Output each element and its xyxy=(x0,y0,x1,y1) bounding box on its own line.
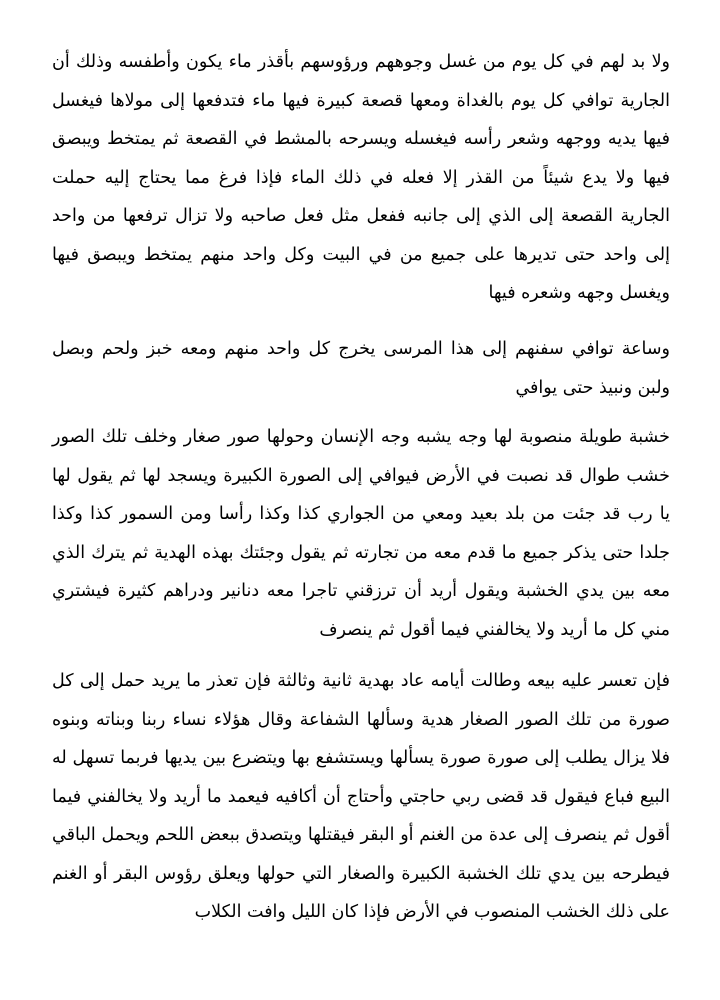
paragraph-4: فإن تعسر عليه بيعه وطالت أيامه عاد بهدية ثانية وثالثة فإن تعذر ما يريد حمل إلى كل صورة من تلك الصور الصغار هدية وسألها الشفاعة وقال هؤلاء نساء ربنا وبناته وبنوه فلا يزال يطلب إلى صورة صورة يسألها ويستشفع بها ويتضرع بين يديها فربما تسهل له البيع فباع فيقول قد قضى ربي حاجتي وأحتاج أن أكافيه فيعمد ما أريد ولا يخالفني فيما أقول ثم ينصرف إلى عدة من الغنم أو البقر فيقتلها ويتصدق ببعض اللحم ويحمل الباقي فيطرحه بين يدي تلك الخشبة الكبيرة والصغار التي حولها ويعلق رؤوس البقر أو الغنم على ذلك الخشب المنصوب في الأرض فإذا كان الليل وافت الكلاب xyxy=(52,671,670,922)
paragraph-1: ولا بد لهم في كل يوم من غسل وجوههم ورؤوسهم بأقذر ماء يكون وأطفسه وذلك أن الجارية توافي كل يوم بالغداة ومعها قصعة كبيرة فيها ماء فتدفعها إلى مولاها فيغسل فيها يديه ووجهه وشعر رأسه فيغسله ويسرحه بالمشط في القصعة ثم يمتخط ويبصق فيها ولا يدع شيئاً من القذر إلا فعله في ذلك الماء فإذا فرغ مما يحتاج إليه حملت الجارية القصعة إلى الذي إلى جانبه ففعل مثل فعل صاحبه ولا تزال ترفعها من واحد إلى واحد حتى تديرها على جميع من في البيت وكل واحد منهم يمتخط ويبصق فيها ويغسل وجهه وشعره فيها xyxy=(52,52,670,303)
paragraph-2: وساعة توافي سفنهم إلى هذا المرسى يخرج كل واحد منهم ومعه خبز ولحم وبصل ولبن ونبيذ حتى يوافي xyxy=(52,339,670,398)
paragraph-3: خشبة طويلة منصوبة لها وجه يشبه وجه الإنسان وحولها صور صغار وخلف تلك الصور خشب طوال قد نصبت في الأرض فيوافي إلى الصورة الكبيرة ويسجد لها ثم يقول لها يا رب قد جئت من بلد بعيد ومعي من الجواري كذا وكذا رأسا ومن السمور كذا وكذا جلدا حتى يذكر جميع ما قدم معه من تجارته ثم يقول وجئتك بهذه الهدية ثم يترك الذي معه بين يدي الخشبة ويقول أريد أن ترزقني تاجرا معه دنانير ودراهم كثيرة فيشتري مني كل ما أريد ولا يخالفني فيما أقول ثم ينصرف xyxy=(52,427,670,640)
